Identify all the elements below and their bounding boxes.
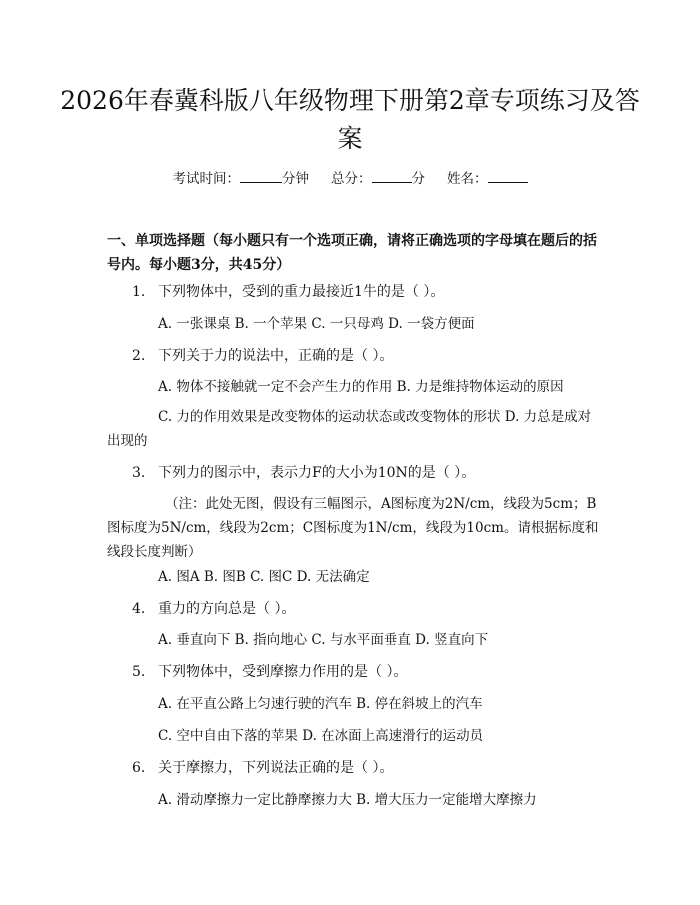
question-3-options: A. 图A B. 图B C. 图C D. 无法确定 [158,569,370,585]
question-2 [132,346,602,366]
name-label: 姓名： [447,171,488,187]
question-number: 5. [132,664,146,680]
exam-meta [0,170,700,188]
question-3-note: （注：此处无图，假设有三幅图示，A图标度为2N/cm，线段为5cm；B图标度为5N/cm，线段为2cm；C图标度为1N/cm，线段为10cm。请根据标度和线段长度判断） [107,496,599,560]
question-number: 2. [132,348,146,364]
question-5-options-line-2: C. 空中自由下落的苹果 D. 在冰面上高速滑行的运动员 [158,728,484,744]
question-5-options-line-1: A. 在平直公路上匀速行驶的汽车 B. 停在斜坡上的汽车 [158,696,483,712]
question-number: 4. [132,601,146,617]
question-3 [132,463,602,483]
score-blank [372,170,412,183]
question-stem: 重力的方向总是（ ）。 [158,601,296,617]
score-label: 总分： [331,171,372,187]
question-1 [132,282,602,302]
question-number: 6. [132,760,146,776]
question-6 [132,758,602,778]
question-stem: 下列物体中，受到的重力最接近1牛的是（ ）。 [158,284,445,300]
time-unit: 分钟 [282,171,309,187]
question-4 [132,599,602,619]
question-6-options: A. 滑动摩擦力一定比静摩擦力大 B. 增大压力一定能增大摩擦力 [158,792,537,808]
question-stem: 下列关于力的说法中，正确的是（ ）。 [158,348,394,364]
question-stem: 下列物体中，受到摩擦力作用的是（ ）。 [158,664,408,680]
name-blank [488,170,528,183]
question-1-options: A. 一张课桌 B. 一个苹果 C. 一只母鸡 D. 一袋方便面 [158,316,475,332]
question-stem: 关于摩擦力，下列说法正确的是（ ）。 [158,760,394,776]
question-stem: 下列力的图示中，表示力F的大小为10N的是（ ）。 [158,465,476,481]
question-5 [132,662,602,682]
section-heading: 一、单项选择题（每小题只有一个选项正确，请将正确选项的字母填在题后的括号内。每小题3分，共45分） [107,233,597,273]
time-blank [240,170,282,183]
question-4-options: A. 垂直向下 B. 指向地心 C. 与水平面垂直 D. 竖直向下 [158,632,489,648]
time-label: 考试时间： [172,171,240,187]
question-2-options-line-1: A. 物体不接触就一定不会产生力的作用 B. 力是维持物体运动的原因 [158,379,564,395]
question-number: 3. [132,465,146,481]
document-title: 2026年春冀科版八年级物理下册第2章专项练习及答案 [60,86,640,153]
question-number: 1. [132,284,146,300]
question-2-options-line-2: C. 力的作用效果是改变物体的运动状态或改变物体的形状 D. 力总是成对出现的 [107,409,592,449]
score-unit: 分 [411,171,425,187]
